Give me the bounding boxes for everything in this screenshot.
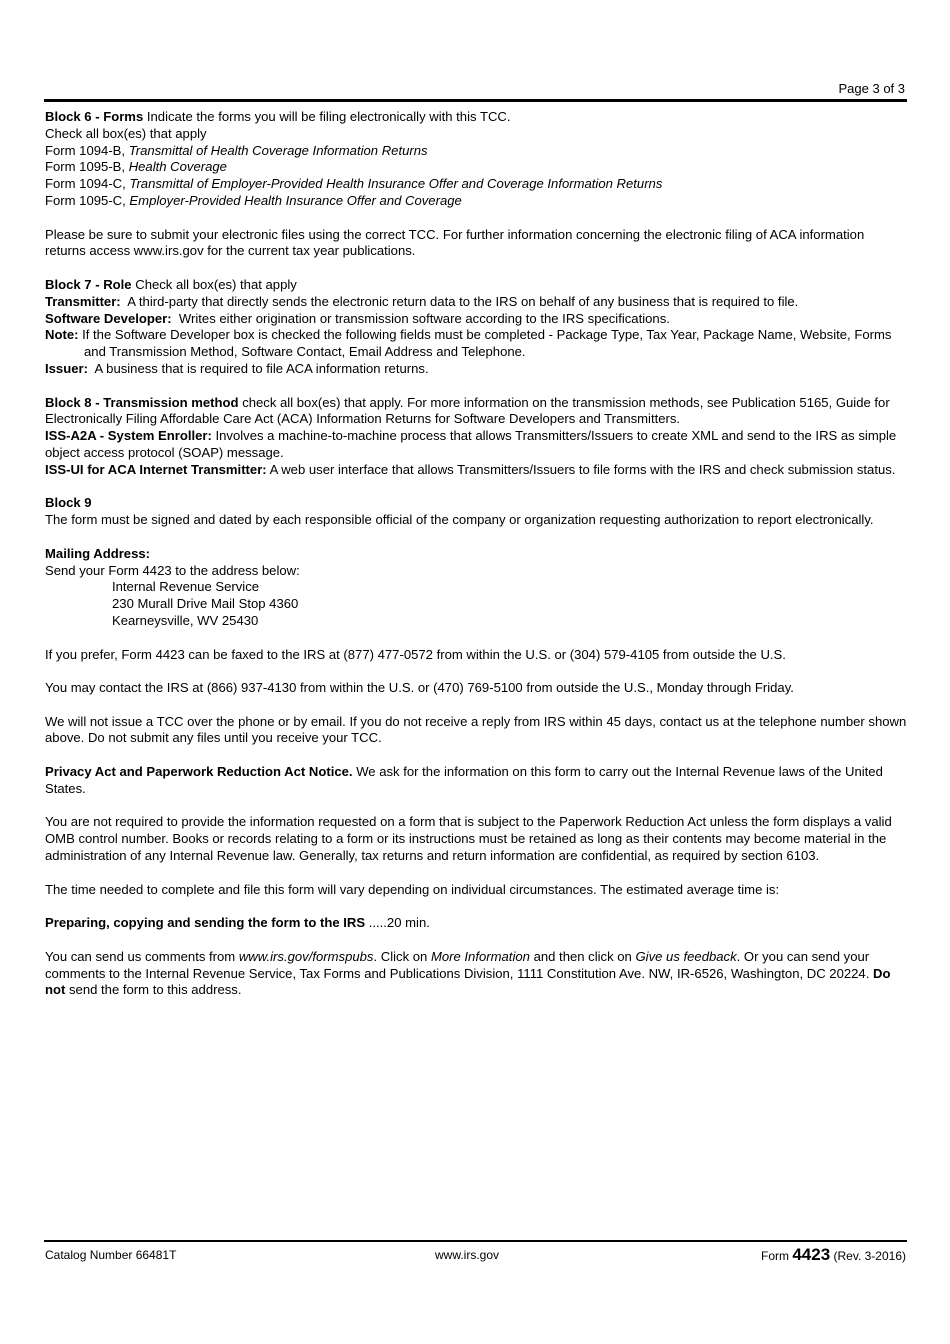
mailing-line-2: 230 Murall Drive Mail Stop 4360 [112, 596, 299, 612]
mailing-title: Mailing Address: [45, 545, 151, 561]
form-prefix: Form [761, 1249, 789, 1263]
role-text: A business that is required to file ACA information returns. [94, 360, 429, 376]
form-desc: Transmittal of Health Coverage Information Returns [128, 142, 428, 158]
give-feedback-text: Give us feedback [635, 948, 737, 964]
role-transmitter [45, 294, 908, 311]
top-rule [44, 99, 907, 102]
preparing-label: Preparing, copying and sending the form to the IRS [45, 915, 366, 931]
comments-paragraph: You can send us comments from www.irs.gov/formspubs. Click on More Information and then click on Give us feedback. Or you can send your comments to the Internal Revenue Service, Tax Forms and Publications Division, 1111 Constitution Ave. NW, IR-6526, Washington, DC 20224. Do not send the form to this address. [45, 948, 891, 998]
form-item-1094b [45, 143, 908, 160]
form-item-1094c [45, 176, 908, 193]
tcc-notice: We will not issue a TCC over the phone or by email. If you do not receive a reply from IRS within 45 days, contact us at the telephone number shown above. Do not submit any files until you receive your TCC. [45, 713, 907, 746]
formspubs-link[interactable]: www.irs.gov/formspubs [238, 948, 374, 964]
role-label: Transmitter: [45, 293, 121, 309]
contact-info: You may contact the IRS at (866) 937-4130 from within the U.S. or (470) 769-5100 from outside the U.S., Monday through Friday. [45, 680, 794, 696]
form-code: Form 1095-B, [45, 159, 126, 175]
role-label: Issuer: [45, 360, 88, 376]
bottom-rule [44, 1240, 907, 1242]
note-label: Note: [45, 327, 79, 343]
block9-text: The form must be signed and dated by each responsible official of the company or organization requesting authorization to report electronically. [45, 512, 874, 528]
block8-intro: check all box(es) that apply. For more information on the transmission methods, see Publication 5165, Guide for Electronically Filing Affordable Care Act (ACA) Information Returns for Software Developers and Transmitters. [45, 394, 890, 427]
block9-title: Block 9 [45, 495, 92, 511]
form-revision: (Rev. 3-2016) [833, 1249, 906, 1263]
method-ui [45, 462, 908, 479]
form-desc: Health Coverage [128, 159, 227, 175]
form-code: Form 1094-B, [45, 142, 126, 158]
mailing-line-3: Kearneysville, WV 25430 [112, 612, 259, 628]
form-desc: Transmittal of Employer-Provided Health Insurance Offer and Coverage Information Returns [129, 176, 663, 192]
catalog-number: Catalog Number 66481T [45, 1248, 177, 1262]
preparing-value: .....20 min. [368, 915, 430, 931]
method-text: A web user interface that allows Transmitters/Issuers to file forms with the IRS and check submission status. [269, 461, 896, 477]
form-item-1095c [45, 193, 908, 210]
form-number: 4423 [792, 1245, 831, 1264]
block6-title: Block 6 - Forms [45, 109, 144, 124]
block6-heading-line [45, 109, 908, 126]
form-code: Form 1095-C, [45, 192, 126, 208]
footer-website: www.irs.gov [435, 1248, 500, 1262]
role-note [45, 327, 908, 361]
mailing-intro: Send your Form 4423 to the address below: [45, 562, 300, 578]
role-issuer [45, 361, 908, 378]
instructions-content [45, 109, 908, 999]
block8-heading-line [45, 395, 908, 429]
privacy-label: Privacy Act and Paperwork Reduction Act Notice. [45, 764, 353, 780]
method-a2a [45, 428, 908, 462]
do-not-text: Do not [45, 965, 891, 998]
preparing-time [45, 915, 908, 932]
method-text: Involves a machine-to-machine process that allows Transmitters/Issuers to create XML and send to the IRS as simple object access protocol (SOAP) message. [45, 428, 897, 460]
more-information-text: More Information [430, 948, 530, 964]
role-label: Software Developer: [45, 310, 172, 326]
role-software-developer [45, 311, 908, 328]
form-item-1095b [45, 159, 908, 176]
method-label: ISS-A2A - System Enroller: [45, 428, 212, 444]
block7-intro: Check all box(es) that apply [135, 276, 297, 292]
form-code: Form 1094-C, [45, 176, 126, 192]
block8-title: Block 8 - Transmission method [45, 394, 239, 410]
block6-note: Please be sure to submit your electronic files using the correct TCC. For further information concerning the electronic filing of ACA information returns access www.irs.gov for the current tax year publications. [45, 226, 865, 259]
mailing-line-1: Internal Revenue Service [112, 579, 260, 595]
form-desc: Employer-Provided Health Insurance Offer and Coverage [129, 192, 462, 208]
block7-heading-line [45, 277, 908, 294]
page-number: Page 3 of 3 [838, 81, 905, 96]
privacy-notice [45, 764, 908, 798]
method-label: ISS-UI for ACA Internet Transmitter: [45, 461, 267, 477]
time-note: The time needed to complete and file this form will vary depending on individual circumstances. The estimated average time is: [45, 881, 780, 897]
omb-notice: You are not required to provide the information requested on a form that is subject to the Paperwork Reduction Act unless the form displays a valid OMB control number. Books or records relating to a form or its instructions must be retained as long as their contents may become material in the administration of any Internal Revenue law. Generally, tax returns and return information are confidential, as required by section 6103. [45, 814, 892, 864]
role-text: Writes either origination or transmission software according to the IRS specifications. [178, 310, 670, 326]
form-identifier [761, 1245, 906, 1265]
block6-intro: Indicate the forms you will be filing electronically with this TCC. [146, 109, 511, 124]
role-text: A third-party that directly sends the electronic return data to the IRS on behalf of any business that is required to file. [127, 293, 799, 309]
block6-check: Check all box(es) that apply [45, 125, 207, 141]
privacy-text: We ask for the information on this form to carry out the Internal Revenue laws of the United States. [45, 764, 883, 796]
note-text: If the Software Developer box is checked the following fields must be completed - Package Type, Tax Year, Package Name, Website, Forms and Transmission Method, Software Contact, Email Address and Telephone. [82, 327, 892, 360]
block7-title: Block 7 - Role [45, 276, 132, 292]
fax-info: If you prefer, Form 4423 can be faxed to the IRS at (877) 477-0572 from within the U.S. or (304) 579-4105 from outside the U.S. [45, 646, 786, 662]
